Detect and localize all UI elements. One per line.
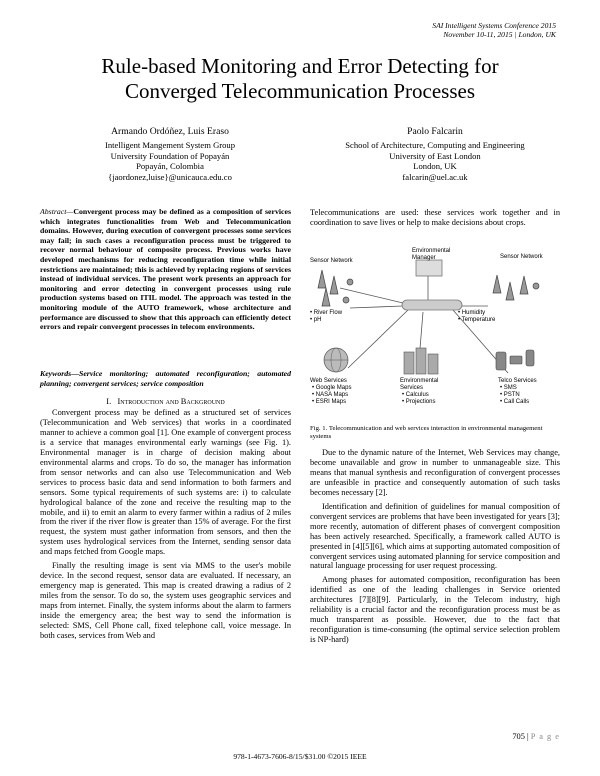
label-environmental-manager: Environmental Manager <box>412 248 451 261</box>
label-river-flow: • River Flow <box>310 310 343 316</box>
paragraph: Finally the resulting image is sent via MMS to the user's mobile device. In the second request, sensor data are evaluated. If necessary, an emergency map is generated. This map is created drawing a radius of 2 miles from the sensor. To do so, the system uses geographic services and maps from internet. Finally, the system informs about the alarm to farmers inside the emergency area; the best way to send the information is selected: SMS, Cell Phone call, fixed telephone call, voice message. In both cases, services from Web and <box>40 561 291 640</box>
label-telco-item: • PSTN <box>500 392 520 398</box>
label-telco-item: • SMS <box>500 385 517 391</box>
label-sensor-network-left: Sensor Network <box>310 258 353 264</box>
label-sensor-network-right: Sensor Network <box>500 254 543 260</box>
label-env-item: • Projections <box>402 399 436 405</box>
page-label: P a g e <box>530 732 560 741</box>
section-number: I. <box>106 397 112 406</box>
paper-title <box>40 54 560 104</box>
label-web-item: • Google Maps <box>312 385 352 391</box>
page-number: 705 <box>512 732 525 741</box>
title-line-2: Converged Telecommunication Processes <box>124 79 475 103</box>
label-telco-item: • Call Calls <box>500 399 530 405</box>
copyright-footer: 978-1-4673-7606-8/15/$31.00 ©2015 IEEE <box>233 752 367 761</box>
author-block-left <box>40 127 300 182</box>
right-column-intro <box>310 208 560 228</box>
label-humidity: • Humidity <box>458 310 486 316</box>
author-email: falcarin@uel.ac.uk <box>402 171 468 182</box>
label-telco-services: Telco Services <box>498 378 537 384</box>
conference-name: SAI Intelligent Systems Conference 2015 <box>432 21 556 30</box>
environmental-servers-icon <box>404 348 438 374</box>
section-title: Introduction and Background <box>117 397 225 406</box>
author-city: London, UK <box>413 161 457 172</box>
author-name: Paolo Falcarin <box>407 126 463 137</box>
central-bus <box>402 300 462 310</box>
section-heading <box>40 397 291 406</box>
conference-dates: November 10-11, 2015 | London, UK <box>443 30 556 39</box>
label-env-item: • Calculus <box>402 392 429 398</box>
label-ph: • pH <box>310 317 322 323</box>
label-temperature: • Temperature <box>458 317 496 323</box>
keywords <box>40 369 291 388</box>
title-line-1: Rule-based Monitoring and Error Detecting for <box>101 54 499 78</box>
abstract-label: Abstract— <box>40 207 74 216</box>
telco-devices-icon <box>496 350 534 370</box>
paragraph: Telecommunications are used: these services work together and in coordination to save lives or help to make decisions about crops. <box>310 208 560 227</box>
author-block-right <box>310 127 560 182</box>
page-number-block: 705 | P a g e <box>512 732 560 741</box>
web-globe-icon <box>324 348 348 372</box>
figure-caption: Fig. 1. Telecommunication and web services interaction in environmental management systems <box>310 425 543 441</box>
author-email: {jaordonez,luise}@unicauca.edu.co <box>108 171 232 182</box>
label-web-item: • NASA Maps <box>312 392 349 398</box>
manager-computer-icon <box>416 260 442 276</box>
left-column-body <box>40 408 291 641</box>
author-name: Armando Ordóñez, Luis Eraso <box>111 126 229 137</box>
author-affiliation: Intelligent Mangement System Group <box>104 140 236 151</box>
keywords-label: Keywords— <box>40 369 79 378</box>
paragraph: Convergent process may be defined as a structured set of services (Telecommunication and Web services) that works in a coordinated manner to achieve a common goal [1]. One example of convergent process is a service that manages environmental early warnings (see Fig. 1). Environmental manager is in charge of decision making about environmental alarms and crops. To do so, the manager has information from sensor networks and can also use Telecommunication and Web services to process basic data and send information to both farmers and sensors. Some typical requirements of such systems are: i) to calculate hydrological balance of the zone and receive the resulting map to the mobile, and ii) to emit an alarm to every farmer within a radius of 2 miles from the river if the river flow is greater than 15% of average. For the first request, the system must gather information from sensors, and then the system uses hydrological services from the Internet, sending sensor data and maps fetched from Google maps. <box>40 408 291 557</box>
left-sensor-icons <box>318 270 353 306</box>
keywords-text: Service monitoring; automated reconfiguration; automated planning; convergent services; service composition <box>40 369 291 388</box>
author-city: Popayán, Colombia <box>136 161 204 172</box>
label-environmental-services: Environmental Services <box>400 378 439 391</box>
author-affiliation: School of Architecture, Computing and Engineering <box>345 140 525 151</box>
author-university: University Foundation of Popayán <box>110 150 230 161</box>
label-web-services: Web Services <box>310 378 347 384</box>
paragraph: Due to the dynamic nature of the Internet, Web Services may change, become unavailable and grow in number to unmanageable size. This means that manual synthesis and reconfiguration of convergent processes are unfeasible in practice and consequently automation of such tasks becomes necessary [2]. <box>310 448 560 497</box>
label-web-item: • ESRI Maps <box>312 399 347 405</box>
author-university: University of East London <box>389 150 481 161</box>
figure-1 <box>308 248 560 420</box>
conference-header <box>432 21 556 39</box>
paragraph: Among phases for automated composition, reconfiguration has been identified as one of the leading challenges in Service oriented architectures [7][8][9]. Particularly, in the Telecom industry, high reliability is a crucial factor and the reconfiguration process must be as much transparent as possible. However, due to the fact that reconfiguration is time-consuming (the optimal service selection problem is NP-hard) <box>310 575 560 645</box>
paragraph: Identification and definition of guidelines for manual composition of convergent services are problems that have been investigated for years [3]; more recently, automation of different phases of convergent composition has been actively researched. Specifically, a framework called AUTO is presented in [4][5][6], which aims at supporting automated composition of convergent services using automated planning for service composition and natural language processing for user request processing. <box>310 501 560 571</box>
abstract-text: Convergent process may be defined as a composition of services which integrates functionalities from Web and Telecommunication domains. However, during execution of convergent processes some services may fail; in such cases a reconfiguration process must be triggered to recover normal behaviour of composite process. Previous works have developed mechanisms for reducing reconfiguration time while initial restrictions are maintained; this is achieved by replacing regions of services instead of individual services. The present work presents an approach for monitoring and error detecting in convergent processes using rule production systems based on ITIL model. The approach was tested in the monitoring module of the AUTO framework, whose architecture and performance are discussed to show that this approach can efficiently detect errors and repair convergent processes in telecom environments. <box>40 207 291 332</box>
right-column-body <box>310 448 560 645</box>
abstract <box>40 207 291 332</box>
right-sensor-icons <box>493 275 539 300</box>
